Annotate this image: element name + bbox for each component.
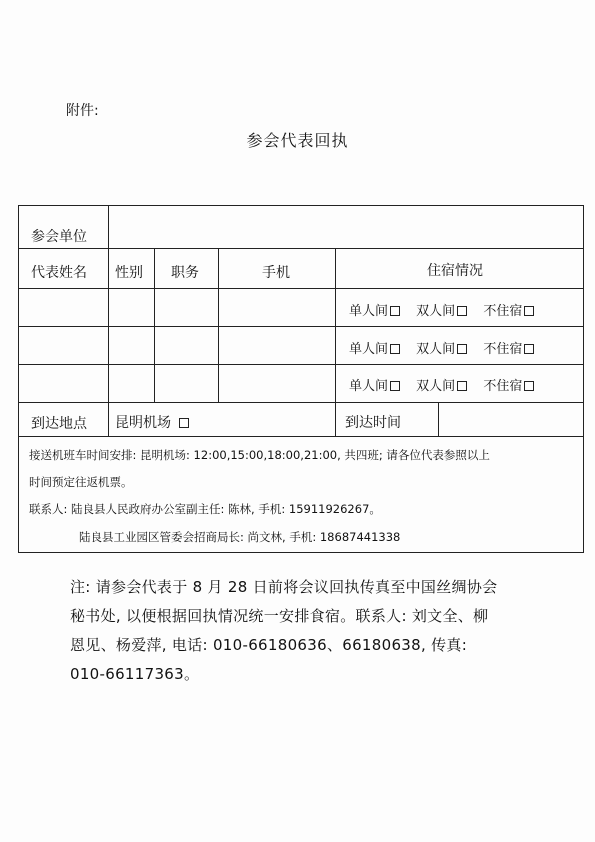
notes-line: 时间预定往返机票。 — [29, 475, 133, 489]
footnote-line: 恩见、杨爱萍, 电话: 010-66180636、66180638, 传真: — [70, 636, 468, 654]
attachment-label: 附件: — [66, 103, 99, 119]
notes-line: 接送机班车时间安排: 昆明机场: 12:00,15:00,18:00,21:00, 共四班; 请各位代表参照以上 — [29, 448, 490, 462]
arrival-time-label: 到达时间 — [345, 415, 401, 431]
lodging-none[interactable]: 不住宿 — [483, 304, 534, 319]
unit-field[interactable] — [111, 208, 581, 246]
form-rule — [218, 248, 219, 402]
lodging-options-row — [349, 375, 534, 394]
lodging-none[interactable]: 不住宿 — [483, 342, 534, 357]
checkbox-icon[interactable] — [457, 344, 467, 354]
lodging-single[interactable]: 单人间 — [349, 342, 400, 357]
checkbox-icon[interactable] — [390, 381, 400, 391]
checkbox-icon[interactable] — [390, 306, 400, 316]
checkbox-icon[interactable] — [524, 381, 534, 391]
unit-label: 参会单位 — [31, 229, 87, 245]
form-rule — [19, 288, 583, 289]
lodging-double[interactable]: 双人间 — [416, 304, 467, 319]
checkbox-icon[interactable] — [524, 306, 534, 316]
header-gender: 性别 — [115, 265, 143, 281]
lodging-single[interactable]: 单人间 — [349, 304, 400, 319]
footnote-line: 注: 请参会代表于 8 月 28 日前将会议回执传真至中国丝绸协会 — [70, 578, 498, 596]
checkbox-icon[interactable] — [457, 381, 467, 391]
form-rule — [19, 248, 583, 249]
arrival-time-field[interactable] — [441, 404, 581, 434]
checkbox-icon[interactable] — [390, 344, 400, 354]
arrival-place-option[interactable]: 昆明机场 — [115, 412, 189, 432]
lodging-none[interactable]: 不住宿 — [483, 379, 534, 394]
form-rule — [19, 326, 335, 327]
lodging-double[interactable]: 双人间 — [416, 379, 467, 394]
notes-line: 陆良县工业园区管委会招商局长: 尚文林, 手机: 18687441338 — [79, 530, 401, 544]
notes-line: 联系人: 陆良县人民政府办公室副主任: 陈林, 手机: 15911926267。 — [29, 502, 381, 516]
page-title: 参会代表回执 — [246, 131, 349, 150]
receipt-form — [18, 205, 584, 553]
footnote-line: 秘书处, 以便根据回执情况统一安排食宿。联系人: 刘文全、柳 — [70, 607, 489, 625]
form-rule — [19, 436, 583, 437]
header-position: 职务 — [171, 265, 199, 281]
checkbox-icon[interactable] — [524, 344, 534, 354]
arrival-place-label: 到达地点 — [31, 416, 87, 432]
form-rule — [19, 364, 583, 365]
footnote — [70, 573, 570, 689]
checkbox-icon[interactable] — [457, 306, 467, 316]
lodging-single[interactable]: 单人间 — [349, 379, 400, 394]
form-rule — [154, 248, 155, 402]
lodging-options-row — [349, 300, 534, 319]
header-name: 代表姓名 — [31, 265, 87, 281]
form-rule — [19, 402, 583, 403]
form-rule — [335, 326, 583, 327]
footnote-line: 010-66117363。 — [70, 665, 200, 683]
header-phone: 手机 — [262, 265, 290, 281]
form-rule — [335, 248, 336, 436]
form-rule — [438, 402, 439, 436]
checkbox-icon[interactable] — [179, 418, 189, 428]
lodging-double[interactable]: 双人间 — [416, 342, 467, 357]
header-lodging: 住宿情况 — [427, 263, 483, 279]
form-rule — [108, 206, 109, 436]
lodging-options-row — [349, 338, 534, 357]
